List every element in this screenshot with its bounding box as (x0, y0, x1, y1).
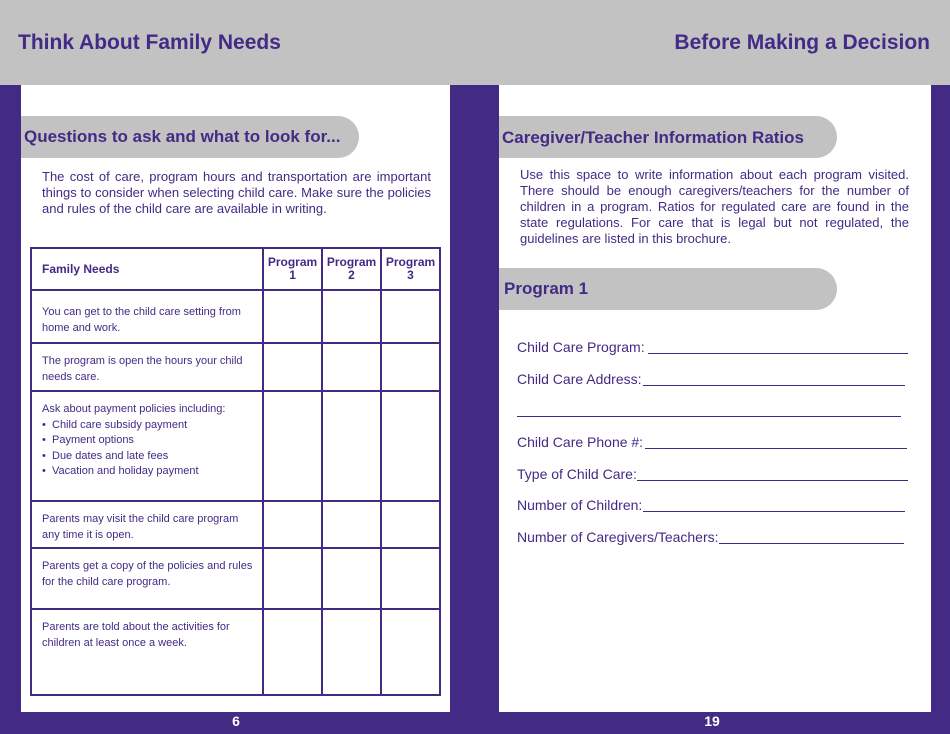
header-family-needs: Family Needs (31, 248, 263, 290)
row-1-program-2-cell[interactable] (322, 290, 381, 343)
right-page-number: 19 (704, 713, 720, 729)
table-row (31, 391, 440, 501)
questions-section-title: Questions to ask and what to look for... (24, 127, 341, 146)
left-page-title: Think About Family Needs (18, 31, 281, 54)
row-2-program-1-cell[interactable] (263, 343, 322, 391)
header-program-3: Program 3 (381, 248, 440, 290)
row-4-text: Parents may visit the child care program any time it is open. (31, 501, 263, 548)
child-care-phone-line[interactable] (645, 448, 907, 449)
row-4-program-2-cell[interactable] (322, 501, 381, 548)
row-6-text: Parents are told about the activities for children at least once a week. (31, 609, 263, 695)
row-6-program-3-cell[interactable] (381, 609, 440, 695)
row-3-program-2-cell[interactable] (322, 391, 381, 501)
row-2-text: The program is open the hours your child needs care. (31, 343, 263, 391)
child-care-phone-label: Child Care Phone #: (517, 434, 644, 450)
table-row (31, 609, 440, 695)
row-4-program-1-cell[interactable] (263, 501, 322, 548)
program-1-title: Program 1 (504, 279, 589, 298)
left-intro-paragraph: The cost of care, program hours and transportation are important things to consider when selecting child care. Make sure the policies and rules of the child care are available in writing. (42, 169, 431, 216)
table-row (31, 290, 440, 343)
child-care-program-label: Child Care Program: (517, 339, 645, 355)
table-row (31, 343, 440, 391)
row-2-program-2-cell[interactable] (322, 343, 381, 391)
number-of-caregivers-label: Number of Caregivers/Teachers: (517, 529, 719, 545)
child-care-address-line-2[interactable] (517, 416, 901, 417)
number-of-children-label: Number of Children: (517, 497, 643, 513)
row-3-program-1-cell[interactable] (263, 391, 322, 501)
payment-policy-list (42, 418, 256, 480)
list-item: • Payment options (42, 433, 256, 449)
row-6-program-1-cell[interactable] (263, 609, 322, 695)
number-of-children-line[interactable] (643, 511, 905, 512)
row-5-program-1-cell[interactable] (263, 548, 322, 609)
type-of-child-care-label: Type of Child Care: (517, 466, 637, 482)
row-5-program-3-cell[interactable] (381, 548, 440, 609)
row-1-text: You can get to the child care setting from home and work. (31, 290, 263, 343)
number-of-caregivers-line[interactable] (719, 543, 904, 544)
right-intro-paragraph: Use this space to write information about each program visited. There should be enough caregivers/teachers for the number of children in a program. Ratios for regulated care are found in the state regulations. For care that is legal but not regulated, the guidelines are listed in this brochure. (520, 167, 909, 246)
table-row (31, 501, 440, 548)
ratios-section-title: Caregiver/Teacher Information Ratios (502, 128, 804, 147)
row-3-program-3-cell[interactable] (381, 391, 440, 501)
row-1-program-1-cell[interactable] (263, 290, 322, 343)
right-page-title: Before Making a Decision (674, 31, 930, 54)
child-care-address-label: Child Care Address: (517, 371, 642, 387)
child-care-address-line[interactable] (643, 385, 905, 386)
row-3-cell (31, 391, 263, 501)
header-program-1: Program 1 (263, 248, 322, 290)
row-4-program-3-cell[interactable] (381, 501, 440, 548)
row-3-text: Ask about payment policies including: (42, 403, 226, 415)
list-item: • Vacation and holiday payment (42, 464, 256, 480)
row-2-program-3-cell[interactable] (381, 343, 440, 391)
left-page-number: 6 (232, 713, 240, 729)
family-needs-table (30, 247, 441, 696)
type-of-child-care-line[interactable] (637, 480, 908, 481)
row-6-program-2-cell[interactable] (322, 609, 381, 695)
header-program-2: Program 2 (322, 248, 381, 290)
child-care-program-line[interactable] (648, 353, 908, 354)
row-5-program-2-cell[interactable] (322, 548, 381, 609)
table-header-row (31, 248, 440, 290)
list-item: • Child care subsidy payment (42, 418, 256, 434)
row-1-program-3-cell[interactable] (381, 290, 440, 343)
row-5-text: Parents get a copy of the policies and rules for the child care program. (31, 548, 263, 609)
table-row (31, 548, 440, 609)
list-item: • Due dates and late fees (42, 449, 256, 465)
